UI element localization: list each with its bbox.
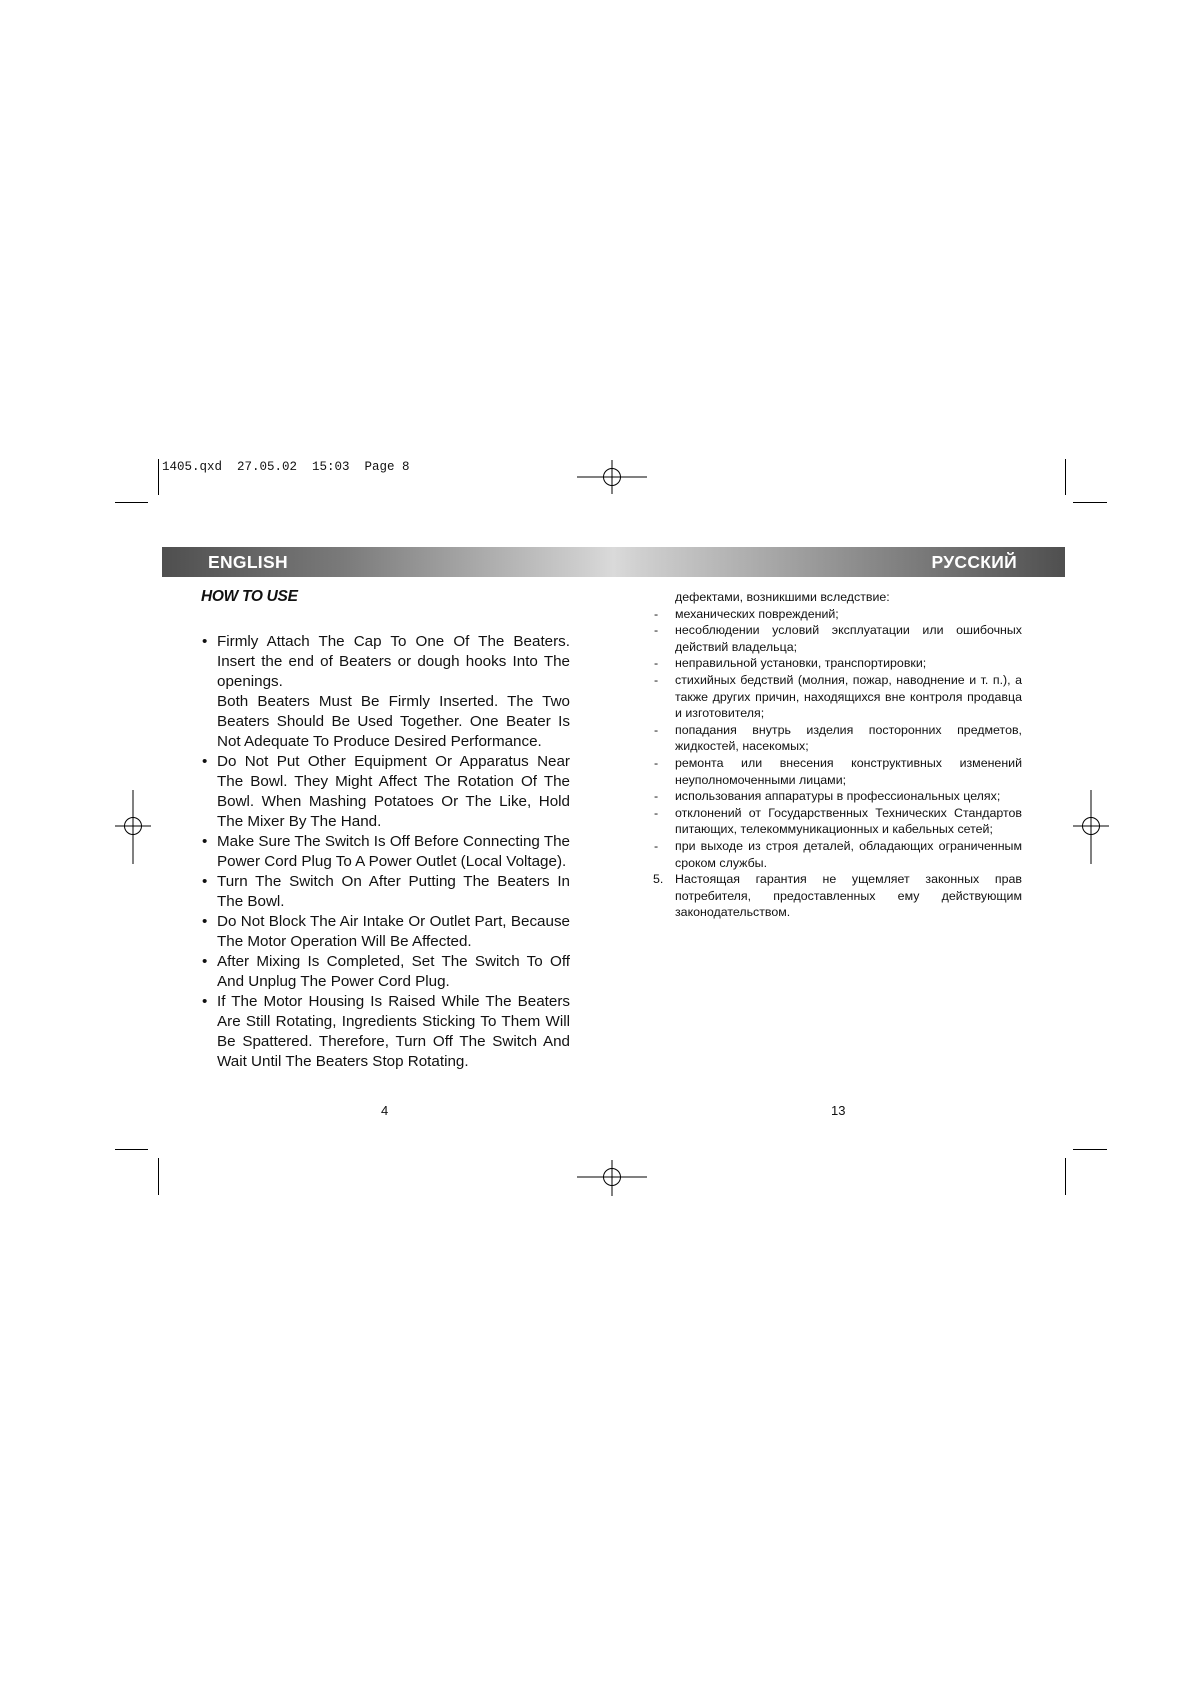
list-item — [652, 722, 1022, 755]
list-item-text: • If The Motor Housing Is Raised While The Beaters Are Still Rotating, Ingredients Sticking To Them Will Be Spattered. Therefore, Turn Off The Switch And Wait Until The Beaters Stop Rotating. — [217, 993, 570, 1070]
list-marker: - — [654, 656, 659, 671]
registration-mark-top — [577, 460, 647, 534]
list-item-extra: Both Beaters Must Be Firmly Inserted. The Two Beaters Should Be Used Together. One Beater Is Not Adequate To Produce Desired Performance. — [217, 693, 570, 750]
section-heading: HOW TO USE — [201, 588, 298, 605]
list-item-text: • Firmly Attach The Cap To One Of The Beaters. Insert the end of Beaters or dough hooks Into The openings. — [217, 633, 570, 690]
english-column — [200, 588, 570, 1072]
crop-mark — [158, 459, 159, 495]
list-item — [652, 788, 1022, 805]
list-item — [200, 832, 570, 872]
crop-mark — [1065, 459, 1066, 495]
list-item-text: • Turn The Switch On After Putting The Beaters In The Bowl. — [217, 873, 570, 910]
crop-mark — [1065, 1158, 1066, 1195]
crop-mark — [1073, 502, 1107, 503]
list-item-text: несоблюдении условий эксплуатации или ошибочных действий владельца; — [675, 623, 1022, 654]
list-item — [652, 655, 1022, 672]
list-marker: - — [654, 606, 659, 621]
list-item-text: • Do Not Put Other Equipment Or Apparatus Near The Bowl. They Might Affect The Rotation Of The Bowl. When Mashing Potatoes Or The Like, Hold The Mixer By The Hand. — [217, 753, 570, 830]
page-number-left: 4 — [381, 1103, 389, 1118]
registration-mark-left — [115, 790, 151, 864]
list-item — [652, 606, 1022, 623]
file-slug: 1405.qxd 27.05.02 15:03 Page 8 — [162, 460, 410, 474]
list-item-text: стихийных бедствий (молния, пожар, наводнение и т. п.), а также других причин, находящихся вне контроля продавца и изготовителя; — [675, 672, 1022, 721]
list-marker: 5. — [653, 872, 664, 887]
registration-mark-bottom — [577, 1160, 647, 1196]
list-item-text: неправильной установки, транспортировки; — [675, 656, 927, 671]
list-item — [200, 952, 570, 992]
crop-mark — [115, 1149, 148, 1150]
russian-column — [652, 589, 1022, 921]
russian-label: РУССКИЙ — [931, 552, 1017, 572]
list-marker: - — [654, 623, 659, 638]
list-item — [200, 992, 570, 1072]
list-item — [200, 872, 570, 912]
list-item-text: при выходе из строя деталей, обладающих ограниченным сроком службы. — [675, 838, 1022, 870]
list-marker: - — [654, 838, 659, 853]
list-marker: - — [654, 755, 659, 770]
page-number-right: 13 — [831, 1103, 846, 1118]
language-header-band — [162, 547, 1065, 577]
list-item — [652, 672, 1022, 722]
crop-mark — [1073, 1149, 1107, 1150]
list-marker: - — [654, 789, 659, 804]
registration-mark-right — [1073, 790, 1109, 864]
list-marker: - — [654, 722, 659, 737]
instruction-list — [200, 632, 570, 1072]
list-item — [652, 622, 1022, 655]
list-item-text: попадания внутрь изделия посторонних предметов, жидкостей, насекомых; — [675, 722, 1022, 754]
russian-intro: дефектами, возникшими вследствие: — [675, 590, 890, 604]
list-item — [200, 912, 570, 952]
list-item — [652, 838, 1022, 871]
crop-mark — [158, 1158, 159, 1195]
list-item-text: Настоящая гарантия не ущемляет законных прав потребителя, предоставленных ему действующим законодательством. — [675, 872, 1022, 920]
list-item-text: использования аппаратуры в профессиональных целях; — [675, 789, 1001, 804]
list-item-text: • Do Not Block The Air Intake Or Outlet Part, Because The Motor Operation Will Be Affected. — [217, 913, 570, 950]
list-item — [200, 752, 570, 832]
list-item-text: механических повреждений; — [675, 606, 839, 621]
list-item — [200, 632, 570, 752]
crop-mark — [115, 502, 148, 503]
list-item-text: ремонта или внесения конструктивных изменений неуполномоченными лицами; — [675, 755, 1022, 787]
list-item — [652, 871, 1022, 921]
list-item-text: отклонений от Государственных Технических Стандартов питающих, телекоммуникационных и кабельных сетей; — [675, 805, 1022, 837]
list-item — [652, 755, 1022, 788]
list-marker: - — [654, 672, 659, 687]
warranty-exclusion-list — [652, 606, 1022, 921]
list-item — [652, 805, 1022, 838]
list-item-text: • After Mixing Is Completed, Set The Switch To Off And Unplug The Power Cord Plug. — [217, 953, 570, 990]
english-label: ENGLISH — [208, 552, 288, 572]
list-marker: - — [654, 805, 659, 820]
list-item-text: • Make Sure The Switch Is Off Before Connecting The Power Cord Plug To A Power Outlet (Local Voltage). — [217, 833, 570, 870]
